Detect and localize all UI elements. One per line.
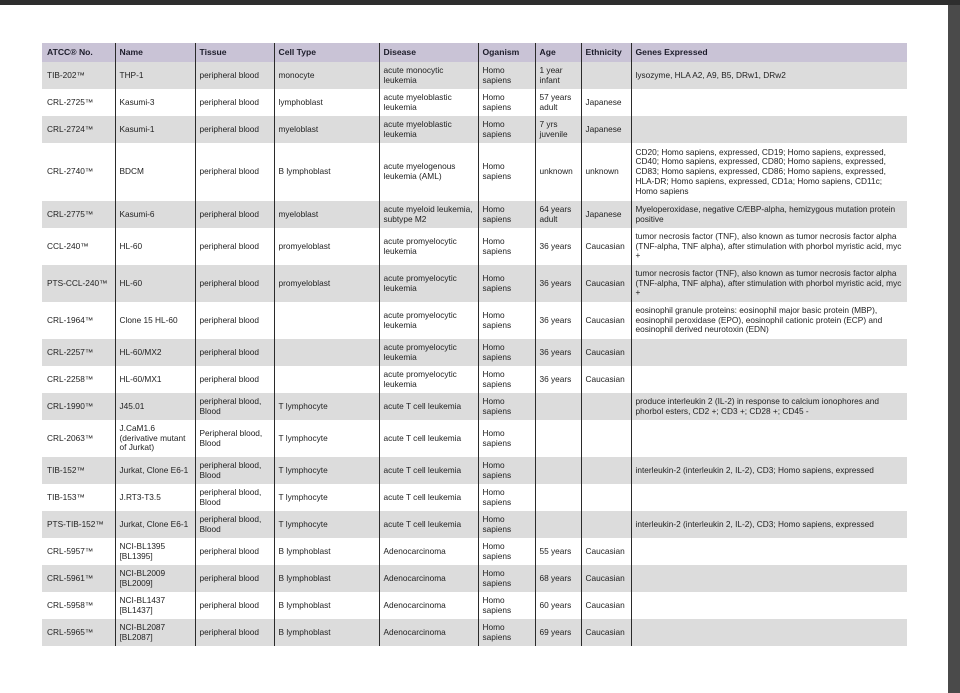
- cell-name: Kasumi-3: [115, 89, 195, 116]
- cell-name: NCI-BL1395 [BL1395]: [115, 538, 195, 565]
- table-row: [42, 143, 907, 201]
- cell-name: BDCM: [115, 143, 195, 201]
- header-organism: Oganism: [478, 43, 535, 62]
- cell-tissue: Peripheral blood, Blood: [195, 420, 274, 457]
- cell-name: Kasumi-1: [115, 116, 195, 143]
- cell-atcc-no: CRL-2724™: [42, 116, 115, 143]
- cell-disease: acute promyelocytic leukemia: [379, 228, 478, 265]
- cell-cell-type: myeloblast: [274, 116, 379, 143]
- cell-age: 64 years adult: [535, 201, 581, 228]
- table-row: [42, 619, 907, 646]
- cell-organism: Homo sapiens: [478, 302, 535, 339]
- cell-organism: Homo sapiens: [478, 538, 535, 565]
- cell-genes-expressed: tumor necrosis factor (TNF), also known as tumor necrosis factor alpha (TNF-alpha, TNF alpha), after stimulation with phorbol myristic acid, myc +: [631, 228, 907, 265]
- cell-cell-type: B lymphoblast: [274, 619, 379, 646]
- cell-ethnicity: Caucasian: [581, 592, 631, 619]
- cell-age: [535, 420, 581, 457]
- cell-atcc-no: CRL-1964™: [42, 302, 115, 339]
- cell-atcc-no: CRL-2725™: [42, 89, 115, 116]
- cell-age: 36 years: [535, 366, 581, 393]
- cell-organism: Homo sapiens: [478, 265, 535, 302]
- cell-age: 68 years: [535, 565, 581, 592]
- cell-disease: acute T cell leukemia: [379, 511, 478, 538]
- header-cell-type: Cell Type: [274, 43, 379, 62]
- cell-organism: Homo sapiens: [478, 619, 535, 646]
- table-row: [42, 201, 907, 228]
- table-row: [42, 484, 907, 511]
- cell-ethnicity: Japanese: [581, 89, 631, 116]
- cell-cell-type: myeloblast: [274, 201, 379, 228]
- cell-organism: Homo sapiens: [478, 457, 535, 484]
- cell-tissue: peripheral blood: [195, 62, 274, 89]
- cell-name: Jurkat, Clone E6-1: [115, 511, 195, 538]
- cell-atcc-no: CRL-2063™: [42, 420, 115, 457]
- cell-genes-expressed: [631, 592, 907, 619]
- cell-genes-expressed: interleukin-2 (interleukin 2, IL-2), CD3; Homo sapiens, expressed: [631, 511, 907, 538]
- table-row: [42, 302, 907, 339]
- cell-name: NCI-BL1437 [BL1437]: [115, 592, 195, 619]
- cell-name: J.RT3-T3.5: [115, 484, 195, 511]
- table-row: [42, 511, 907, 538]
- cell-organism: Homo sapiens: [478, 339, 535, 366]
- cell-age: unknown: [535, 143, 581, 201]
- cell-disease: acute myelogenous leukemia (AML): [379, 143, 478, 201]
- header-ethnicity: Ethnicity: [581, 43, 631, 62]
- cell-genes-expressed: [631, 89, 907, 116]
- cell-name: Clone 15 HL-60: [115, 302, 195, 339]
- table-row: [42, 62, 907, 89]
- cell-ethnicity: [581, 393, 631, 420]
- cell-organism: Homo sapiens: [478, 420, 535, 457]
- cell-atcc-no: TIB-152™: [42, 457, 115, 484]
- cell-tissue: peripheral blood: [195, 228, 274, 265]
- cell-age: 7 yrs juvenile: [535, 116, 581, 143]
- cell-atcc-no: CCL-240™: [42, 228, 115, 265]
- cell-name: NCI-BL2087 [BL2087]: [115, 619, 195, 646]
- cell-name: HL-60/MX2: [115, 339, 195, 366]
- cell-name: HL-60/MX1: [115, 366, 195, 393]
- header-name: Name: [115, 43, 195, 62]
- table-header-row: [42, 43, 907, 62]
- cell-cell-type: promyeloblast: [274, 265, 379, 302]
- cell-ethnicity: Caucasian: [581, 228, 631, 265]
- table-row: [42, 592, 907, 619]
- cell-genes-expressed: produce interleukin 2 (IL-2) in response to calcium ionophores and phorbol esters, CD2 +; CD3 +; CD28 +; CD45 -: [631, 393, 907, 420]
- cell-tissue: peripheral blood: [195, 619, 274, 646]
- cell-disease: acute promyelocytic leukemia: [379, 302, 478, 339]
- cell-organism: Homo sapiens: [478, 89, 535, 116]
- cell-cell-type: [274, 339, 379, 366]
- table-row: [42, 393, 907, 420]
- cell-age: [535, 511, 581, 538]
- table-row: [42, 339, 907, 366]
- header-tissue: Tissue: [195, 43, 274, 62]
- cell-atcc-no: CRL-5965™: [42, 619, 115, 646]
- cell-ethnicity: Japanese: [581, 116, 631, 143]
- cell-cell-type: monocyte: [274, 62, 379, 89]
- cell-genes-expressed: tumor necrosis factor (TNF), also known as tumor necrosis factor alpha (TNF-alpha, TNF alpha), after stimulation with phorbol myristic acid, myc +: [631, 265, 907, 302]
- cell-age: 36 years: [535, 228, 581, 265]
- cell-disease: Adenocarcinoma: [379, 619, 478, 646]
- cell-name: HL-60: [115, 265, 195, 302]
- cell-cell-type: B lymphoblast: [274, 538, 379, 565]
- cell-genes-expressed: [631, 484, 907, 511]
- table-row: [42, 265, 907, 302]
- cell-disease: acute monocytic leukemia: [379, 62, 478, 89]
- cell-atcc-no: TIB-202™: [42, 62, 115, 89]
- cell-ethnicity: Caucasian: [581, 339, 631, 366]
- cell-ethnicity: Japanese: [581, 201, 631, 228]
- cell-tissue: peripheral blood: [195, 592, 274, 619]
- cell-genes-expressed: eosinophil granule proteins: eosinophil major basic protein (MBP), eosinophil peroxidase (EPO), eosinophil cationic protein (ECP) and eosinophil derived neurotoxin (EDN): [631, 302, 907, 339]
- table-row: [42, 116, 907, 143]
- cell-disease: acute myeloid leukemia, subtype M2: [379, 201, 478, 228]
- cell-atcc-no: TIB-153™: [42, 484, 115, 511]
- cell-atcc-no: PTS-TIB-152™: [42, 511, 115, 538]
- cell-age: [535, 393, 581, 420]
- cell-tissue: peripheral blood: [195, 201, 274, 228]
- cell-cell-type: T lymphocyte: [274, 484, 379, 511]
- cell-ethnicity: [581, 457, 631, 484]
- cell-age: 36 years: [535, 339, 581, 366]
- cell-cell-type: T lymphocyte: [274, 511, 379, 538]
- cell-ethnicity: [581, 62, 631, 89]
- cell-genes-expressed: lysozyme, HLA A2, A9, B5, DRw1, DRw2: [631, 62, 907, 89]
- cell-ethnicity: Caucasian: [581, 619, 631, 646]
- cell-cell-type: [274, 366, 379, 393]
- cell-disease: Adenocarcinoma: [379, 592, 478, 619]
- cell-tissue: peripheral blood, Blood: [195, 457, 274, 484]
- cell-name: J.CaM1.6 (derivative mutant of Jurkat): [115, 420, 195, 457]
- cell-genes-expressed: CD20; Homo sapiens, expressed, CD19; Homo sapiens, expressed, CD40; Homo sapiens, expressed, CD80; Homo sapiens, expressed, CD83; Homo sapiens, expressed, CD86; Homo sapiens, expressed, HLA-DR; Homo sapiens, expressed, CD1a; Homo sapiens, CD11c; Homo sapiens: [631, 143, 907, 201]
- cell-genes-expressed: [631, 339, 907, 366]
- cell-organism: Homo sapiens: [478, 511, 535, 538]
- cell-organism: Homo sapiens: [478, 62, 535, 89]
- cell-tissue: peripheral blood: [195, 339, 274, 366]
- cell-disease: acute myeloblastic leukemia: [379, 89, 478, 116]
- cell-tissue: peripheral blood: [195, 116, 274, 143]
- cell-ethnicity: [581, 420, 631, 457]
- cell-disease: acute promyelocytic leukemia: [379, 366, 478, 393]
- cell-disease: Adenocarcinoma: [379, 538, 478, 565]
- viewer-scroll-gutter[interactable]: [948, 5, 960, 693]
- cell-atcc-no: CRL-5957™: [42, 538, 115, 565]
- cell-name: Kasumi-6: [115, 201, 195, 228]
- cell-ethnicity: [581, 511, 631, 538]
- cell-tissue: peripheral blood: [195, 302, 274, 339]
- cell-genes-expressed: [631, 116, 907, 143]
- cell-atcc-no: CRL-2258™: [42, 366, 115, 393]
- cell-tissue: peripheral blood, Blood: [195, 511, 274, 538]
- cell-tissue: peripheral blood: [195, 143, 274, 201]
- cell-cell-type: T lymphocyte: [274, 420, 379, 457]
- cell-atcc-no: CRL-5958™: [42, 592, 115, 619]
- cell-organism: Homo sapiens: [478, 366, 535, 393]
- cell-age: 1 year infant: [535, 62, 581, 89]
- cell-cell-type: T lymphocyte: [274, 393, 379, 420]
- cell-genes-expressed: Myeloperoxidase, negative C/EBP-alpha, hemizygous mutation protein positive: [631, 201, 907, 228]
- cell-age: 57 years adult: [535, 89, 581, 116]
- table-row: [42, 228, 907, 265]
- cell-tissue: peripheral blood: [195, 538, 274, 565]
- cell-name: THP-1: [115, 62, 195, 89]
- cell-organism: Homo sapiens: [478, 201, 535, 228]
- cell-cell-type: [274, 302, 379, 339]
- cell-age: [535, 457, 581, 484]
- cell-atcc-no: CRL-2775™: [42, 201, 115, 228]
- table-row: [42, 420, 907, 457]
- cell-name: NCI-BL2009 [BL2009]: [115, 565, 195, 592]
- cell-ethnicity: Caucasian: [581, 565, 631, 592]
- table-row: [42, 366, 907, 393]
- cell-organism: Homo sapiens: [478, 116, 535, 143]
- cell-ethnicity: [581, 484, 631, 511]
- cell-tissue: peripheral blood, Blood: [195, 393, 274, 420]
- cell-age: 60 years: [535, 592, 581, 619]
- cell-cell-type: lymphoblast: [274, 89, 379, 116]
- cell-ethnicity: Caucasian: [581, 366, 631, 393]
- cell-atcc-no: CRL-2257™: [42, 339, 115, 366]
- cell-tissue: peripheral blood: [195, 89, 274, 116]
- cell-age: 36 years: [535, 265, 581, 302]
- cell-cell-type: B lymphoblast: [274, 143, 379, 201]
- cell-atcc-no: CRL-5961™: [42, 565, 115, 592]
- cell-name: J45.01: [115, 393, 195, 420]
- cell-disease: Adenocarcinoma: [379, 565, 478, 592]
- table-row: [42, 89, 907, 116]
- header-age: Age: [535, 43, 581, 62]
- cell-age: [535, 484, 581, 511]
- cell-genes-expressed: [631, 366, 907, 393]
- cell-cell-type: T lymphocyte: [274, 457, 379, 484]
- cell-organism: Homo sapiens: [478, 484, 535, 511]
- cell-age: 55 years: [535, 538, 581, 565]
- cell-organism: Homo sapiens: [478, 592, 535, 619]
- table-row: [42, 565, 907, 592]
- cell-ethnicity: Caucasian: [581, 302, 631, 339]
- cell-age: 69 years: [535, 619, 581, 646]
- cell-name: HL-60: [115, 228, 195, 265]
- cell-cell-type: B lymphoblast: [274, 565, 379, 592]
- cell-disease: acute promyelocytic leukemia: [379, 339, 478, 366]
- cell-disease: acute T cell leukemia: [379, 393, 478, 420]
- cell-organism: Homo sapiens: [478, 565, 535, 592]
- cell-disease: acute T cell leukemia: [379, 420, 478, 457]
- cell-disease: acute T cell leukemia: [379, 484, 478, 511]
- cell-age: 36 years: [535, 302, 581, 339]
- cell-disease: acute myeloblastic leukemia: [379, 116, 478, 143]
- cell-tissue: peripheral blood: [195, 565, 274, 592]
- cell-ethnicity: Caucasian: [581, 265, 631, 302]
- cell-tissue: peripheral blood: [195, 265, 274, 302]
- cell-organism: Homo sapiens: [478, 228, 535, 265]
- cell-tissue: peripheral blood, Blood: [195, 484, 274, 511]
- cell-name: Jurkat, Clone E6-1: [115, 457, 195, 484]
- table-row: [42, 538, 907, 565]
- cell-disease: acute promyelocytic leukemia: [379, 265, 478, 302]
- cell-atcc-no: CRL-1990™: [42, 393, 115, 420]
- cell-cell-type: promyeloblast: [274, 228, 379, 265]
- cell-genes-expressed: [631, 565, 907, 592]
- cell-genes-expressed: [631, 538, 907, 565]
- cell-organism: Homo sapiens: [478, 143, 535, 201]
- cell-genes-expressed: [631, 420, 907, 457]
- cell-organism: Homo sapiens: [478, 393, 535, 420]
- header-genes-expressed: Genes Expressed: [631, 43, 907, 62]
- table-row: [42, 457, 907, 484]
- cell-tissue: peripheral blood: [195, 366, 274, 393]
- table-body: [42, 62, 907, 646]
- header-disease: Disease: [379, 43, 478, 62]
- cell-genes-expressed: [631, 619, 907, 646]
- header-atcc-no: ATCC® No.: [42, 43, 115, 62]
- cell-cell-type: B lymphoblast: [274, 592, 379, 619]
- cell-ethnicity: unknown: [581, 143, 631, 201]
- cell-line-table: [42, 43, 907, 646]
- cell-atcc-no: CRL-2740™: [42, 143, 115, 201]
- cell-ethnicity: Caucasian: [581, 538, 631, 565]
- cell-atcc-no: PTS-CCL-240™: [42, 265, 115, 302]
- cell-disease: acute T cell leukemia: [379, 457, 478, 484]
- cell-genes-expressed: interleukin-2 (interleukin 2, IL-2), CD3; Homo sapiens, expressed: [631, 457, 907, 484]
